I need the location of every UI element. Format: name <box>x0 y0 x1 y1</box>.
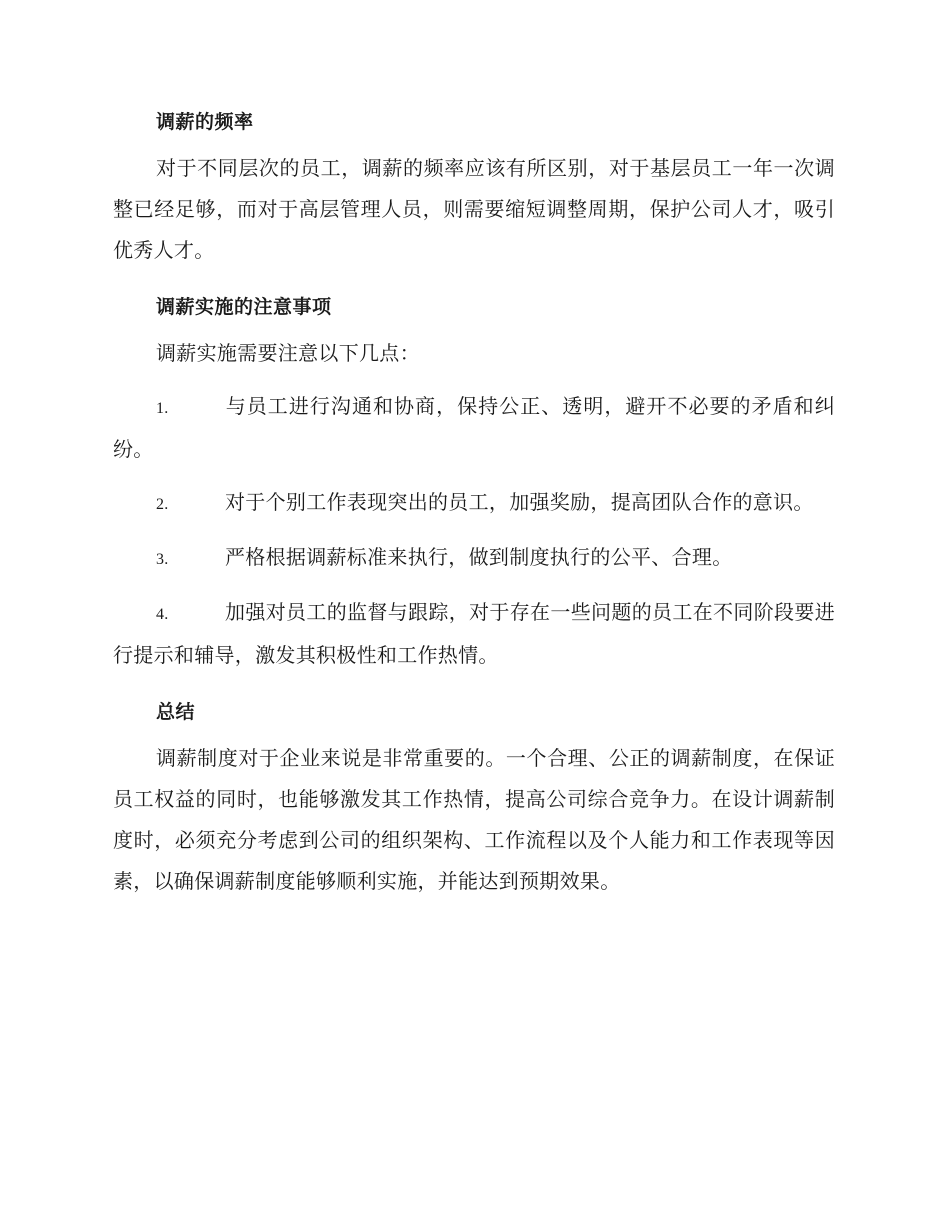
section-heading-implementation: 调薪实施的注意事项 <box>156 296 332 318</box>
list-item <box>113 537 835 580</box>
list-item-text: 加强对员工的监督与跟踪，对于存在一些问题的员工在不同阶段要进行提示和辅导，激发其积极性和工作热情。 <box>113 600 835 667</box>
list-item-text: 对于个别工作表现突出的员工，加强奖励，提高团队合作的意识。 <box>225 490 814 514</box>
list-item-text: 与员工进行沟通和协商，保持公正、透明，避开不必要的矛盾和纠纷。 <box>113 394 835 461</box>
list-item-number: 4. <box>156 606 169 623</box>
paragraph-summary: 调薪制度对于企业来说是非常重要的。一个合理、公正的调薪制度，在保证员工权益的同时，也能够激发其工作热情，提高公司综合竞争力。在设计调薪制度时，必须充分考虑到公司的组织架构、工作流程以及个人能力和工作表现等因素，以确保调薪制度能够顺利实施，并能达到预期效果。 <box>113 746 835 893</box>
paragraph-implementation-intro: 调薪实施需要注意以下几点： <box>156 341 420 365</box>
list-item-number: 3. <box>156 551 169 568</box>
list-item <box>113 386 835 470</box>
list-item-number: 1. <box>156 400 169 417</box>
document-page <box>113 108 835 902</box>
list-item <box>113 592 835 676</box>
section-heading-frequency: 调薪的频率 <box>156 111 254 133</box>
list-item-number: 2. <box>156 496 169 513</box>
paragraph-frequency: 对于不同层次的员工，调薪的频率应该有所区别，对于基层员工一年一次调整已经足够，而对于高层管理人员，则需要缩短调整周期，保护公司人才，吸引优秀人才。 <box>113 156 835 262</box>
list-item <box>113 482 835 525</box>
list-item-text: 严格根据调薪标准来执行，做到制度执行的公平、合理。 <box>225 545 733 569</box>
section-heading-summary: 总结 <box>156 701 196 723</box>
